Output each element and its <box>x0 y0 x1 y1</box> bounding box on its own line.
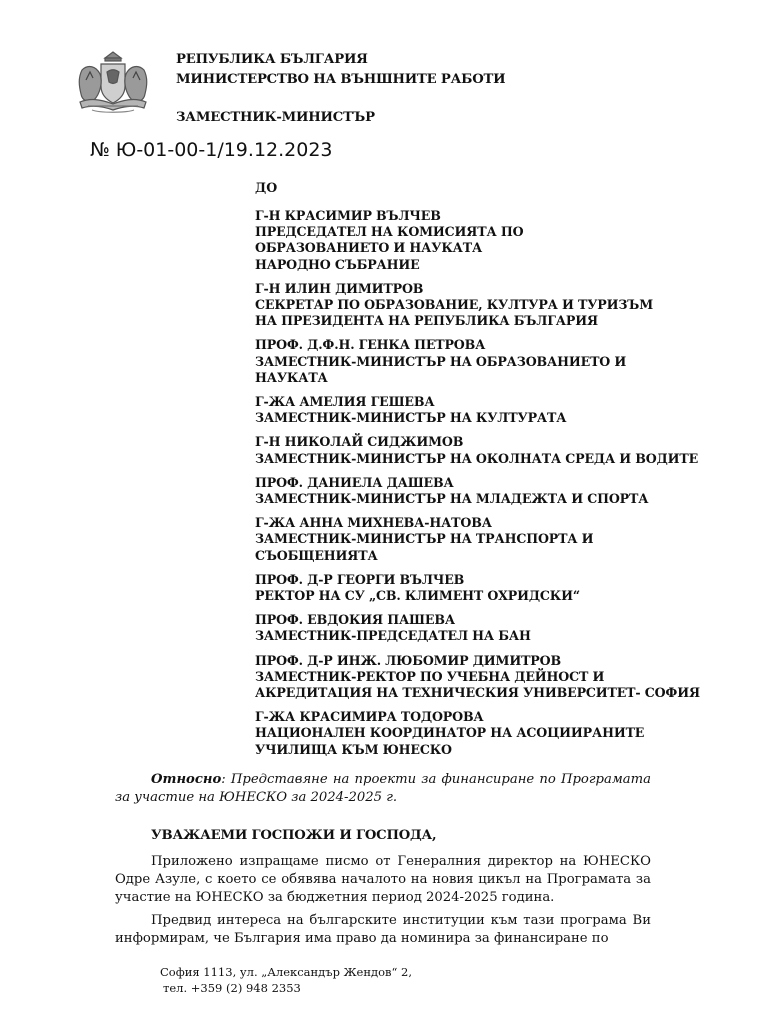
recipient-title-line: НАРОДНО СЪБРАНИЕ <box>255 256 420 272</box>
recipient-title-line: ОБРАЗОВАНИЕТО И НАУКАТА <box>255 240 483 256</box>
recipient-name: Г-ЖА АННА МИХНЕВА-НАТОВА <box>255 515 492 531</box>
recipient-title-line: СЕКРЕТАР ПО ОБРАЗОВАНИЕ, КУЛТУРА И ТУРИЗЪМ <box>255 297 653 313</box>
reference-number: № Ю-01-00-1/19.12.2023 <box>90 139 333 161</box>
subject-text: : Представяне на проекти за финансиране по Програмата за участие на ЮНЕСКО за 2024-2025 г. <box>115 772 651 805</box>
recipient-title-line: ЗАМЕСТНИК-МИНИСТЪР НА ОБРАЗОВАНИЕТО И <box>255 353 627 369</box>
recipient-name: Г-ЖА АМЕЛИЯ ГЕШЕВА <box>255 394 435 410</box>
recipient-block <box>255 515 675 564</box>
recipient-block <box>255 652 700 702</box>
header-position: ЗАМЕСТНИК-МИНИСТЪР <box>176 110 375 125</box>
recipient-block <box>255 208 675 273</box>
recipient-block <box>255 475 675 507</box>
body-paragraph-2: Предвид интереса на българските институции към тази програма Ви информирам, че България има право да номинира за финансиране по <box>115 913 651 947</box>
recipient-name: ПРОФ. ЕВДОКИЯ ПАШЕВА <box>255 612 455 628</box>
body-paragraph-1: Приложено изпращаме писмо от Генералния директор на ЮНЕСКО Одре Азуле, с което се обявява началото на новия цикъл на Програмата за участие на ЮНЕСКО за бюджетния период 2024-2025 година. <box>115 854 651 906</box>
recipient-title-line: ЗАМЕСТНИК-МИНИСТЪР НА ТРАНСПОРТА И <box>255 531 594 547</box>
recipient-title-line: ПРЕДСЕДАТЕЛ НА КОМИСИЯТА ПО <box>255 224 524 240</box>
recipients-list <box>255 208 700 766</box>
footer-phone: тел. +359 (2) 948 2353 <box>163 981 301 995</box>
recipient-title-line: АКРЕДИТАЦИЯ НА ТЕХНИЧЕСКИЯ УНИВЕРСИТЕТ- СОФИЯ <box>255 685 700 701</box>
recipient-name: ПРОФ. Д.Ф.Н. ГЕНКА ПЕТРОВА <box>255 337 486 353</box>
recipient-title-line: НАЦИОНАЛЕН КООРДИНАТОР НА АСОЦИИРАНИТЕ <box>255 725 645 741</box>
recipient-title-line: ЗАМЕСТНИК-РЕКТОР ПО УЧЕБНА ДЕЙНОСТ И <box>255 668 605 684</box>
recipient-name: ПРОФ. ДАНИЕЛА ДАШЕВА <box>255 474 454 490</box>
recipient-block <box>255 281 675 330</box>
recipient-name: Г-ЖА КРАСИМИРА ТОДОРОВА <box>255 709 484 725</box>
to-label: ДО <box>255 180 278 195</box>
recipient-name: Г-Н КРАСИМИР ВЪЛЧЕВ <box>255 208 441 223</box>
greeting: УВАЖАЕМИ ГОСПОЖИ И ГОСПОДА, <box>151 828 437 843</box>
recipient-title-line: СЪОБЩЕНИЯТА <box>255 547 378 563</box>
coat-of-arms-icon <box>72 50 154 116</box>
recipient-block <box>255 394 675 426</box>
recipient-title-line: ЗАМЕСТНИК-МИНИСТЪР НА ОКОЛНАТА СРЕДА И ВОДИТЕ <box>255 450 699 466</box>
recipient-title-line: ЗАМЕСТНИК-ПРЕДСЕДАТЕЛ НА БАН <box>255 628 531 644</box>
recipient-block <box>255 612 675 644</box>
recipient-name: ПРОФ. Д-Р ГЕОРГИ ВЪЛЧЕВ <box>255 571 465 587</box>
recipient-block <box>255 709 675 758</box>
footer-address: София 1113, ул. „Александър Жендов“ 2, <box>160 965 412 979</box>
subject-label: Относно <box>151 772 222 787</box>
recipient-block <box>255 337 675 386</box>
recipient-title-line: РЕКТОР НА СУ „СВ. КЛИМЕНТ ОХРИДСКИ“ <box>255 588 580 604</box>
recipient-title-line: ЗАМЕСТНИК-МИНИСТЪР НА КУЛТУРАТА <box>255 410 567 426</box>
recipient-name: ПРОФ. Д-Р ИНЖ. ЛЮБОМИР ДИМИТРОВ <box>255 652 561 668</box>
recipient-title-line: НАУКАТА <box>255 369 328 385</box>
recipient-block <box>255 434 699 466</box>
recipient-name: Г-Н НИКОЛАЙ СИДЖИМОВ <box>255 434 464 450</box>
recipient-name: Г-Н ИЛИН ДИМИТРОВ <box>255 280 424 296</box>
header-country: РЕПУБЛИКА БЪЛГАРИЯ <box>176 52 368 67</box>
recipient-block <box>255 572 675 604</box>
recipient-title-line: НА ПРЕЗИДЕНТА НА РЕПУБЛИКА БЪЛГАРИЯ <box>255 313 598 329</box>
recipient-title-line: УЧИЛИЩА КЪМ ЮНЕСКО <box>255 741 452 757</box>
subject-paragraph <box>115 771 651 807</box>
recipient-title-line: ЗАМЕСТНИК-МИНИСТЪР НА МЛАДЕЖТА И СПОРТА <box>255 491 649 507</box>
header-ministry: МИНИСТЕРСТВО НА ВЪНШНИТЕ РАБОТИ <box>176 72 506 87</box>
